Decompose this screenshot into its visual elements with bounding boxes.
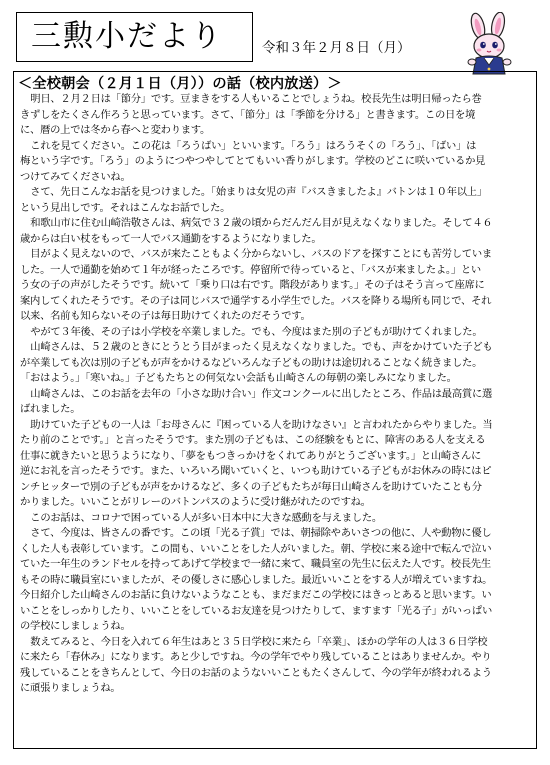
article-line: きずしをたくさん作ろうと思っています。さて、「節分」は「季節を分ける」と書きます。この日を境 [20, 108, 476, 121]
article-line: した。一人で通勤を始めて１年が経ったころです。停留所で待っていると、「バスが来ましたよ。」とい [20, 263, 481, 276]
article-line: が卒業しても次は別の子どもが声をかけるなどいろんな子どもの助けは途切れることなく続きました。 [20, 356, 483, 369]
article-line: さて、今度は、皆さんの番です。この頃「光る子賞」では、朝掃除やあいさつの他に、人や動物に優し [30, 527, 492, 539]
article-line: に、暦の上では冬から春へと変わります。 [20, 124, 211, 136]
article-line: いことをしっかりしたり、いいことをしているお友達を見つけたりして、ますます「光る子」がいっぱい [20, 604, 492, 617]
article-line: くした人も表彰しています。この間も、いいことをした人がいました。朝、学校に来る途中で転んで泣い [20, 542, 492, 555]
article-body [20, 92, 532, 697]
newsletter-title: 三勲小だより [31, 19, 223, 54]
article-line: やがて３年後、その子は小学校を卒業しました。でも、今度はまた別の子どもが助けてくれました。 [30, 325, 483, 338]
rabbit-mascot-icon [456, 12, 522, 76]
article-line: 和歌山市に住む山崎浩敬さんは、病気で３２歳の頃からだんだん目が見えなくなりました。そして４６ [30, 217, 493, 229]
article-line: ていた一年生のランドセルを持ってあげて学校まで一緒に来て、職員室の先生に伝えた人です。校長先生 [20, 558, 491, 570]
article-line: 数えてみると、今日を入れて６年生はあと３５日学校に来たら「卒業」、ほかの学年の人は３６日学校 [30, 635, 488, 648]
article-line: う女の子の声がしたそうです。続いて「乗り口は右です。階段があります。」その子はそう言って座席に [20, 279, 485, 291]
article-line: かりました。いいことがリレーのバトンパスのように受け継がれたのですね。 [20, 496, 371, 508]
article-line: 明日、２月２日は「節分」です。豆まきをする人もいることでしょうね。校長先生は明日帰ったら巻 [30, 93, 482, 105]
article-line: このお話は、コロナで困っている人が多い日本中に大きな感動を与えました。 [30, 511, 382, 524]
article-line: 今日紹介した山崎さんのお話に負けないようなことも、まだまだこの学校にはきっとあると思います。い [20, 589, 492, 601]
article-heading: ＜全校朝会（２月１日（月））の話（校内放送）＞ [18, 76, 342, 92]
article-line: さて、先日こんなお話を見つけました。「始まりは女児の声『バスきましたよ』バトンは１０年以上」 [30, 186, 487, 198]
article-line: に頑張りましょうね。 [20, 682, 121, 694]
article-line: 以来、名前も知らないその子は毎日助けてくれたのだそうです。 [20, 310, 311, 322]
title-box [16, 12, 253, 62]
newsletter-header [16, 12, 531, 66]
article-line: 山崎さんは、５２歳のときにとうとう目がまったく見えなくなりました。でも、声をかけていた子ども [30, 341, 493, 353]
article-line: の学校にしましょうね。 [20, 620, 131, 632]
article-line: 残していることをきちんとして、今日のお話のようないいこともたくさんして、今の学年が終われるよう [20, 666, 492, 679]
article-line: 助けていた子どもの一人は「お母さんに『困っている人を助けなさい』と言われたからやりました。当 [30, 418, 493, 431]
article-line: たり前のことです。」と言ったそうです。また別の子どもは、この経験をもとに、障害のある人を支える [20, 434, 486, 446]
article-line: ばれました。 [20, 403, 81, 415]
article-line: に来たら「春休み」になります。あと少しですね。今の学年でやり残していることはありませんか。やり [20, 651, 492, 663]
article-line: という見出しです。それはこんなお話でした。 [20, 201, 231, 214]
article-frame [13, 71, 537, 749]
article-line: 案内してくれたそうです。その子は同じバスで通学する小学生でした。バスを降りる場所も同じで、それ [20, 294, 492, 307]
article-line: つけてみてくださいね。 [20, 170, 131, 183]
article-line: 「おはよう。」「寒いね。」子どもたちとの何気ない会話も山崎さんの毎朝の楽しみになりました。 [20, 372, 457, 384]
article-line: 歳からは白い杖をもって一人でバス通勤をするようになりました。 [20, 232, 322, 245]
article-line: 仕事に就きたいと思うようになり、「夢をもつきっかけをくれてありがとうございます。」と山崎さんに [20, 449, 482, 462]
article-line: 山崎さんは、このお話を去年の「小さな助け合い」作文コンクールに出したところ、作品は最高賞に選 [30, 387, 493, 400]
article-line: 逆にお礼を言ったそうです。また、いろいろ聞いていくと、いつも助けている子どもがお休みの時にはピ [20, 465, 492, 477]
article-line: 梅という字です。「ろう」のようにつやつやしてとてもいい香りがします。学校のどこに咲いているか見 [20, 155, 486, 167]
article-line: 目がよく見えないので、バスが来たこともよく分からないし、バスのドアを探すことにも苦労していま [30, 248, 492, 260]
issue-date: 令和３年２月８日（月） [262, 40, 411, 56]
article-line: ンチヒッターで別の子どもが声をかけるなど、多くの子どもたちが毎日山崎さんを助けていたことも分 [20, 480, 482, 493]
article-line: これを見てください。この花は「ろうばい」といいます。「ろう」はろうそくの「ろう」、「ばい」は [30, 139, 477, 152]
article-line: もその時に職員室にいましたが、その優しさに感心しました。最近いいことをする人が増えていますね。 [20, 573, 493, 586]
